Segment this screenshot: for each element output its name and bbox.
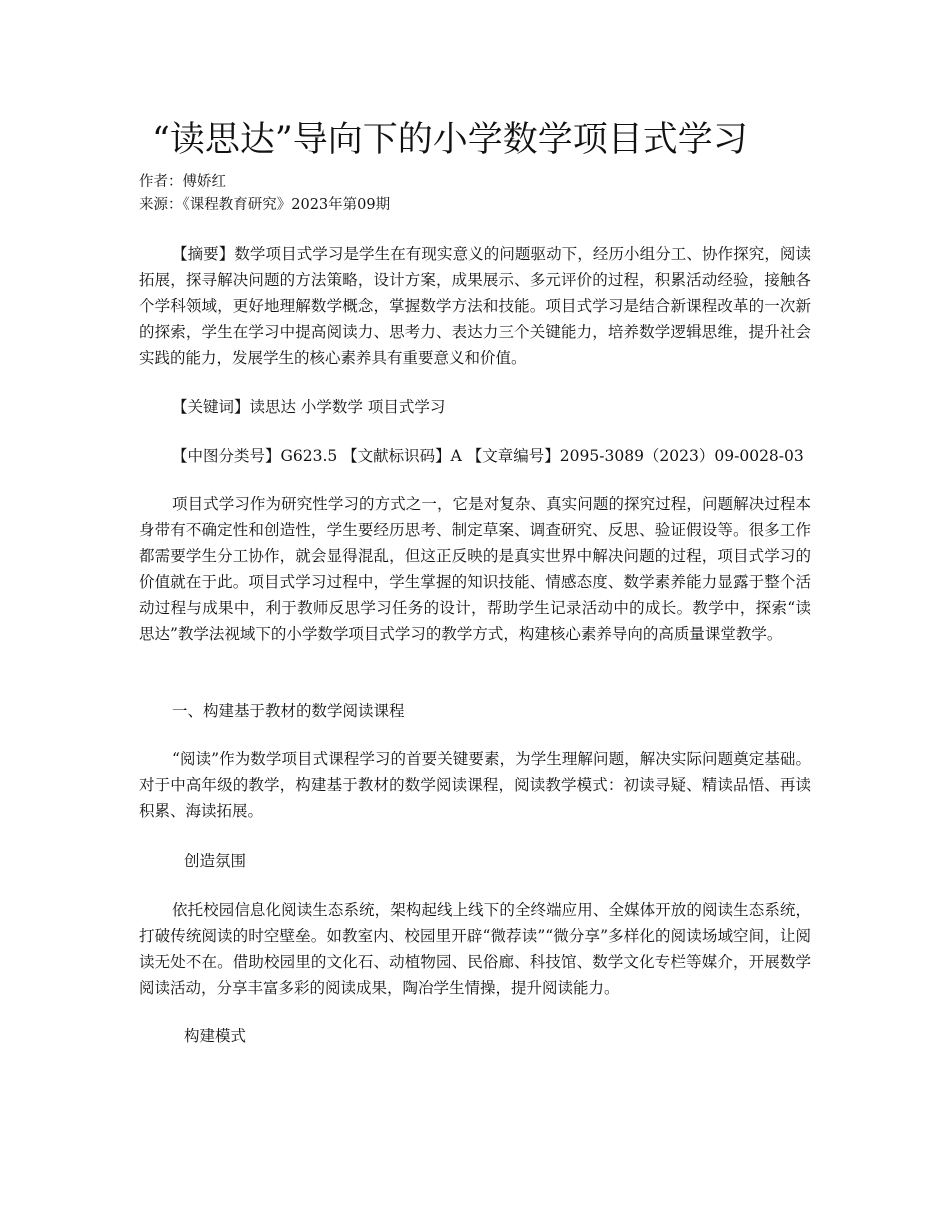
- abstract-paragraph: 【摘要】数学项目式学习是学生在有现实意义的问题驱动下，经历小组分工、协作探究，阅读拓展，探寻解决问题的方法策略，设计方案，成果展示、多元评价的过程，积累活动经验，接触各个学科领域，更好地理解数学概念，掌握数学方法和技能。项目式学习是结合新课程改革的一次新的探索，学生在学习中提高阅读力、思考力、表达力三个关键能力，培养数学逻辑思维，提升社会实践的能力，发展学生的核心素养具有重要意义和价值。: [139, 245, 811, 367]
- article-source: 来源：《课程教育研究》2023年第09期: [139, 197, 391, 213]
- subsection-heading-atmosphere: 创造氛围: [184, 852, 247, 870]
- section-heading: 一、构建基于教材的数学阅读课程: [172, 702, 405, 720]
- subsection-paragraph: 依托校园信息化阅读生态系统，架构起线上线下的全终端应用、全媒体开放的阅读生态系统，打破传统阅读的时空壁垒。如教室内、校园里开辟“微荐读”“微分享”多样化的阅读场域空间，让阅读无处不在。借助校园里的文化石、动植物园、民俗廊、科技馆、数学文化专栏等媒介，开展数学阅读活动，分享丰富多彩的阅读成果，陶冶学生情操，提升阅读能力。: [139, 901, 811, 997]
- keywords-line: 【关键词】读思达 小学数学 项目式学习: [172, 398, 446, 416]
- intro-paragraph: 项目式学习作为研究性学习的方式之一，它是对复杂、真实问题的探究过程，问题解决过程本身带有不确定性和创造性，学生要经历思考、制定草案、调查研究、反思、验证假设等。很多工作都需要学生分工协作，就会显得混乱，但这正反映的是真实世界中解决问题的过程，项目式学习的价值就在于此。项目式学习过程中，学生掌握的知识技能、情感态度、数学素养能力显露于整个活动过程与成果中，利于教师反思学习任务的设计，帮助学生记录活动中的成长。教学中，探索“读思达”教学法视域下的小学数学项目式学习的教学方式，构建核心素养导向的高质量课堂教学。: [139, 495, 811, 643]
- subsection-heading-model: 构建模式: [184, 1027, 247, 1045]
- article-author: 作者：傅娇红: [139, 174, 226, 190]
- article-title: “读思达”导向下的小学数学项目式学习: [152, 120, 748, 161]
- classification-line: 【中图分类号】G623.5 【文献标识码】A 【文章编号】2095-3089（2023）09-0028-03: [172, 447, 804, 465]
- section-paragraph: “阅读”作为数学项目式课程学习的首要关键要素，为学生理解问题，解决实际问题奠定基础。对于中高年级的教学，构建基于教材的数学阅读课程，阅读教学模式：初读寻疑、精读品悟、再读积累、海读拓展。: [139, 750, 811, 820]
